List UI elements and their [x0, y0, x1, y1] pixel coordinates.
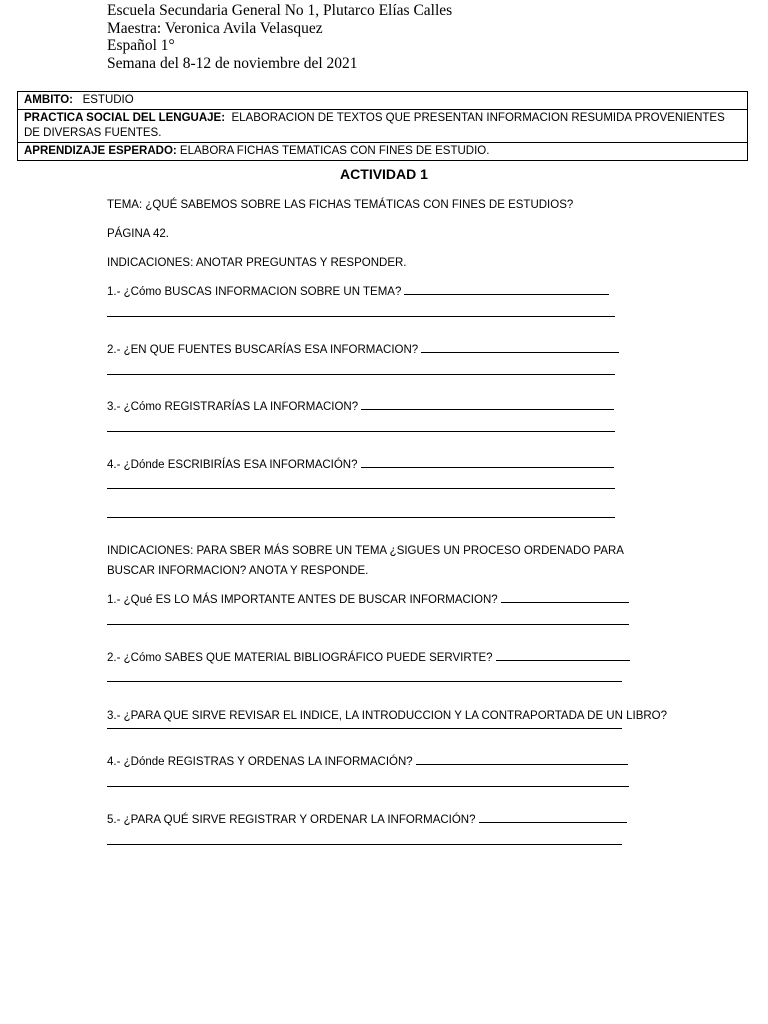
- aprendizaje-row: [18, 143, 748, 161]
- answer-line[interactable]: [107, 374, 615, 375]
- teacher-name: Maestra: Veronica Avila Velasquez: [107, 19, 323, 37]
- indicaciones-2-line2: BUSCAR INFORMACION? ANOTA Y RESPONDE.: [107, 565, 369, 577]
- practica-row: [18, 110, 748, 143]
- answer-blank-inline[interactable]: [479, 822, 627, 823]
- answer-blank-inline[interactable]: [361, 409, 614, 410]
- answer-line[interactable]: [107, 517, 615, 518]
- indicaciones-1: INDICACIONES: ANOTAR PREGUNTAS Y RESPONDER.: [107, 257, 407, 269]
- indicaciones-2-line1: INDICACIONES: PARA SBER MÁS SOBRE UN TEMA ¿SIGUES UN PROCESO ORDENADO PARA: [107, 545, 624, 557]
- question-1-4: [107, 459, 614, 471]
- info-table: [17, 91, 748, 161]
- answer-line[interactable]: [107, 844, 622, 845]
- question-text: 3.- ¿Cómo REGISTRARÍAS LA INFORMACION?: [107, 401, 359, 413]
- ambito-row: [18, 92, 748, 110]
- activity-title: ACTIVIDAD 1: [340, 166, 428, 182]
- answer-blank-inline[interactable]: [501, 602, 629, 603]
- question-2-1: [107, 594, 629, 606]
- question-text: 1.- ¿Cómo BUSCAS INFORMACION SOBRE UN TEMA?: [107, 286, 402, 298]
- question-1-1: [107, 286, 609, 298]
- tema-text: TEMA: ¿QUÉ SABEMOS SOBRE LAS FICHAS TEMÁTICAS CON FINES DE ESTUDIOS?: [107, 199, 574, 211]
- answer-blank-inline[interactable]: [421, 352, 619, 353]
- question-text: 4.- ¿Dónde ESCRIBIRÍAS ESA INFORMACIÓN?: [107, 459, 358, 471]
- answer-blank-inline[interactable]: [404, 294, 609, 295]
- question-text: 1.- ¿Qué ES LO MÁS IMPORTANTE ANTES DE BUSCAR INFORMACION?: [107, 594, 498, 606]
- answer-line[interactable]: [107, 786, 629, 787]
- answer-line[interactable]: [107, 431, 615, 432]
- question-1-2: [107, 344, 619, 356]
- answer-line[interactable]: [107, 681, 622, 682]
- answer-line[interactable]: [107, 316, 615, 317]
- answer-blank-inline[interactable]: [496, 660, 630, 661]
- answer-blank-inline[interactable]: [361, 467, 614, 468]
- document-header: [107, 2, 452, 72]
- question-2-2: [107, 652, 630, 664]
- answer-line[interactable]: [107, 624, 629, 625]
- ambito-label: AMBITO:: [24, 94, 73, 106]
- aprendizaje-value: ELABORA FICHAS TEMATICAS CON FINES DE ESTUDIO.: [179, 145, 490, 157]
- ambito-value: ESTUDIO: [82, 94, 134, 106]
- answer-line[interactable]: [107, 488, 615, 489]
- school-name: Escuela Secundaria General No 1, Plutarco Elías Calles: [107, 2, 453, 19]
- question-text: 5.- ¿PARA QUÉ SIRVE REGISTRAR Y ORDENAR LA INFORMACIÓN?: [107, 814, 476, 826]
- aprendizaje-label: APRENDIZAJE ESPERADO:: [24, 145, 177, 157]
- answer-blank-inline[interactable]: [416, 764, 628, 765]
- pagina-text: PÁGINA 42.: [107, 228, 170, 240]
- question-text: 2.- ¿EN QUE FUENTES BUSCARÍAS ESA INFORMACION?: [107, 344, 419, 356]
- question-1-3: [107, 401, 614, 413]
- question-2-5: [107, 814, 627, 826]
- question-text: 4.- ¿Dónde REGISTRAS Y ORDENAS LA INFORMACIÓN?: [107, 756, 413, 768]
- question-text: 2.- ¿Cómo SABES QUE MATERIAL BIBLIOGRÁFICO PUEDE SERVIRTE?: [107, 652, 493, 664]
- week-range: Semana del 8-12 de noviembre del 2021: [107, 54, 358, 72]
- practica-label: PRACTICA SOCIAL DEL LENGUAJE:: [24, 112, 226, 124]
- question-2-4: [107, 756, 628, 768]
- practica-value: ELABORACION DE TEXTOS QUE PRESENTAN INFORMACION RESUMIDA PROVENIENTES DE DIVERSAS FUENTES.: [24, 112, 725, 139]
- question-2-3: 3.- ¿PARA QUE SIRVE REVISAR EL INDICE, LA INTRODUCCION Y LA CONTRAPORTADA DE UN LIBRO?: [107, 710, 668, 722]
- subject-name: Español 1°: [107, 37, 175, 54]
- answer-line[interactable]: [107, 728, 622, 729]
